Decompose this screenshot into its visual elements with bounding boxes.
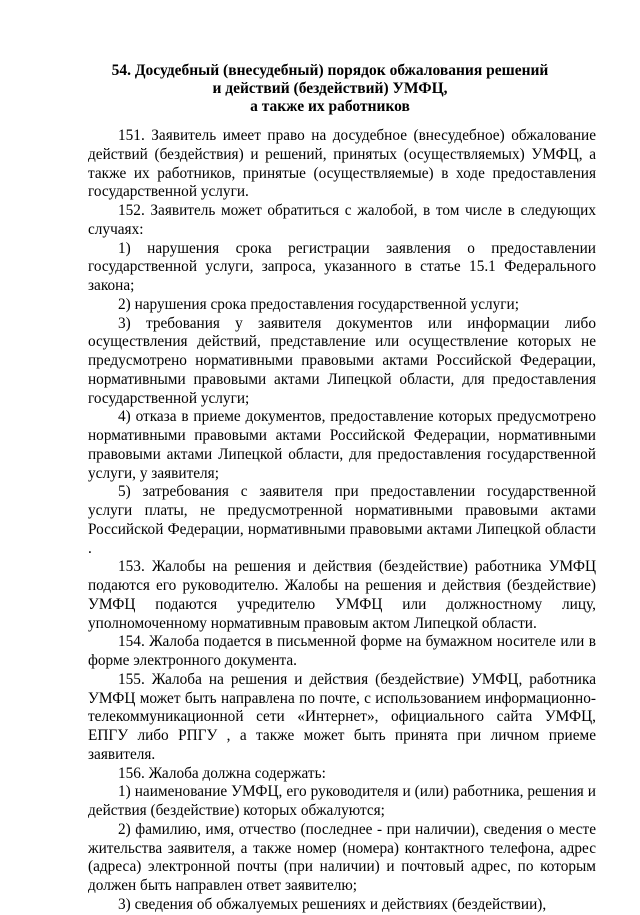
paragraph-152-item-3: 3) требования у заявителя документов или информации либо осуществления действий, представление или осуществление которых не предусмотрено нормативными правовыми актами Российской Федерации, нормативными правовыми актами Липецкой области, для предоставления государственной услуги; xyxy=(88,314,596,407)
document-body xyxy=(88,127,596,915)
paragraph-152-item-5: 5) затребования с заявителя при предоставлении государственной услуги платы, не предусмотренной нормативными правовыми актами Российской Федерации, нормативными правовыми актами Липецкой области . xyxy=(88,483,596,557)
paragraph-152-item-2: 2) нарушения срока предоставления государственной услуги; xyxy=(118,295,519,313)
paragraph-151: 151. Заявитель имеет право на досудебное (внесудебное) обжалование действий (бездействия) и решений, принятых (осуществляемых) УМФЦ, а также их работников, принятые (осуществляемые) в ходе предоставления государственной услуги. xyxy=(88,127,596,201)
paragraph-153: 153. Жалобы на решения и действия (бездействие) работника УМФЦ подаются его руководителю. Жалобы на решения и действия (бездействие) УМФЦ подаются учредителю УМФЦ или должностному лицу, уполномоченному нормативным правовым актом Липецкой области. xyxy=(88,558,596,632)
paragraph-156-item-2: 2) фамилию, имя, отчество (последнее - при наличии), сведения о месте жительства заявителя, а также номер (номера) контактного телефона, адрес (адреса) электронной почты (при наличии) и почтовый адрес, по которым должен быть направлен ответ заявителю; xyxy=(88,820,596,894)
paragraph-156: 156. Жалоба должна содержать: xyxy=(118,764,326,782)
paragraph-154: 154. Жалоба подается в письменной форме на бумажном носителе или в форме электронного документа. xyxy=(88,633,596,669)
paragraph-152-item-4: 4) отказа в приеме документов, предоставление которых предусмотрено нормативными правовыми актами Российской Федерации, нормативными правовыми актами Липецкой области, для предоставления государственной услуги, у заявителя; xyxy=(88,408,596,482)
paragraph-156-item-3: 3) сведения об обжалуемых решениях и действиях (бездействии), xyxy=(118,895,547,913)
heading-line-3: а также их работников xyxy=(250,98,410,115)
paragraph-152: 152. Заявитель может обратиться с жалобой, в том числе в следующих случаях: xyxy=(88,202,596,238)
paragraph-156-item-1: 1) наименование УМФЦ, его руководителя и (или) работника, решения и действия (бездействие) которых обжалуются; xyxy=(88,783,596,819)
heading-line-2: и действий (бездействий) УМФЦ, xyxy=(212,80,448,97)
section-heading xyxy=(60,62,600,116)
paragraph-152-item-1: 1) нарушения срока регистрации заявления о предоставлении государственной услуги, запроса, указанного в статье 15.1 Федерального закона; xyxy=(88,239,596,294)
paragraph-155: 155. Жалоба на решения и действия (бездействие) УМФЦ, работника УМФЦ может быть направлена по почте, с использованием информационно-телекоммуникационной сети «Интернет», официального сайта УМФЦ, ЕПГУ либо РПГУ , а также может быть принята при личном приеме заявителя. xyxy=(88,670,596,763)
heading-line-1: 54. Досудебный (внесудебный) порядок обжалования решений xyxy=(111,62,549,79)
